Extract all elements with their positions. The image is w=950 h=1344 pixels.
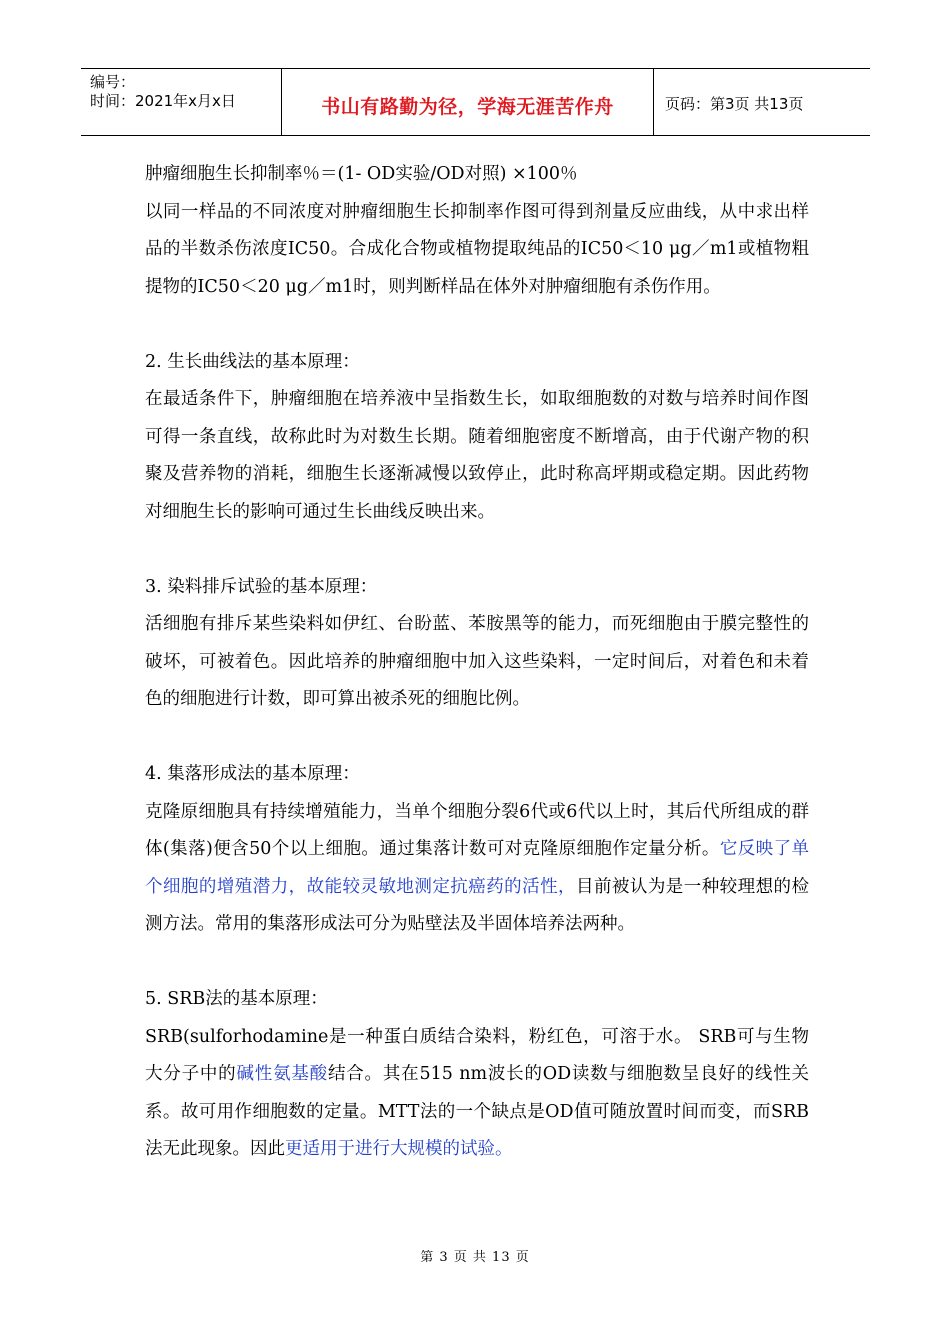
- header-table: [81, 68, 870, 136]
- spacer: [145, 306, 809, 344]
- header-motto-cell: [281, 69, 654, 135]
- motto-text: 书山有路勤为径，学海无涯苦作舟: [321, 96, 614, 118]
- header-left-cell: [81, 69, 281, 135]
- time-label: 时间：2021年x月x日: [90, 92, 236, 110]
- large-scale-test-link[interactable]: 更适用于进行大规模的试验。: [285, 1139, 513, 1159]
- page-footer: 第 3 页 共 13 页: [420, 1250, 530, 1265]
- colony-highlight-link[interactable]: 它反映了单个细胞的增殖潜力，故能较灵敏地测定抗癌药的活性，: [145, 839, 810, 897]
- section-heading-3: 3. 染料排斥试验的基本原理：: [145, 576, 378, 597]
- srb-text-a: SRB(sulforhodamine是一种蛋白质结合染料，粉红色，可溶于水。 SRB可与生物大分子中的: [145, 1026, 809, 1084]
- section-heading-5: 5. SRB法的基本原理：: [145, 989, 328, 1009]
- header-page-cell: [654, 69, 870, 135]
- spacer: [145, 944, 809, 982]
- paragraph-srb: [145, 1019, 809, 1169]
- spacer: [145, 719, 809, 757]
- formula-line: 肿瘤细胞生长抑制率％＝(1- OD实验/OD对照) ×100％: [145, 164, 578, 184]
- paragraph-colony-formation: [145, 794, 809, 944]
- document-body: [145, 156, 809, 1169]
- paragraph-growth-curve: 在最适条件下，肿瘤细胞在培养液中呈指数生长，如取细胞数的对数与培养时间作图可得一条直线，故称此时为对数生长期。随着细胞密度不断增高，由于代谢产物的积聚及营养物的消耗，细胞生长逐渐减慢以致停止，此时称高坪期或稳定期。因此药物对细胞生长的影响可通过生长曲线反映出来。: [145, 389, 809, 522]
- page-info: 页码：第3页 共13页: [665, 95, 804, 113]
- basic-amino-acid-link[interactable]: 碱性氨基酸: [236, 1064, 328, 1084]
- colony-text-c: 目前被认为是一种较理想的检测方法。常用的集落形成法可分为贴壁法及半固体培养法两种。: [145, 876, 809, 934]
- paragraph-ic50: 以同一样品的不同浓度对肿瘤细胞生长抑制率作图可得到剂量反应曲线，从中求出样品的半数杀伤浓度IC50。合成化合物或植物提取纯品的IC50＜10 μg／m1或植物粗提物的IC50＜20 μg／m1时，则判断样品在体外对肿瘤细胞有杀伤作用。: [145, 201, 809, 297]
- section-heading-2: 2. 生长曲线法的基本原理：: [145, 351, 360, 372]
- code-label: 编号：: [90, 73, 136, 91]
- srb-text-c: 结合。其在515 nm波长的OD读数与细胞数呈良好的线性关系。故可用作细胞数的定量。MTT法的一个缺点是OD值可随放置时间而变，而SRB法无此现象。因此: [145, 1064, 809, 1159]
- paragraph-dye-exclusion: 活细胞有排斥某些染料如伊红、台盼蓝、苯胺黑等的能力，而死细胞由于膜完整性的破坏，可被着色。因此培养的肿瘤细胞中加入这些染料，一定时间后，对着色和未着色的细胞进行计数，即可算出被杀死的细胞比例。: [145, 614, 809, 709]
- colony-text-a: 克隆原细胞具有持续增殖能力，当单个细胞分裂6代或6代以上时，其后代所组成的群体(集落)便含50个以上细胞。通过集落计数可对克隆原细胞作定量分析。: [145, 801, 809, 859]
- section-heading-4: 4. 集落形成法的基本原理：: [145, 764, 360, 784]
- spacer: [145, 531, 809, 569]
